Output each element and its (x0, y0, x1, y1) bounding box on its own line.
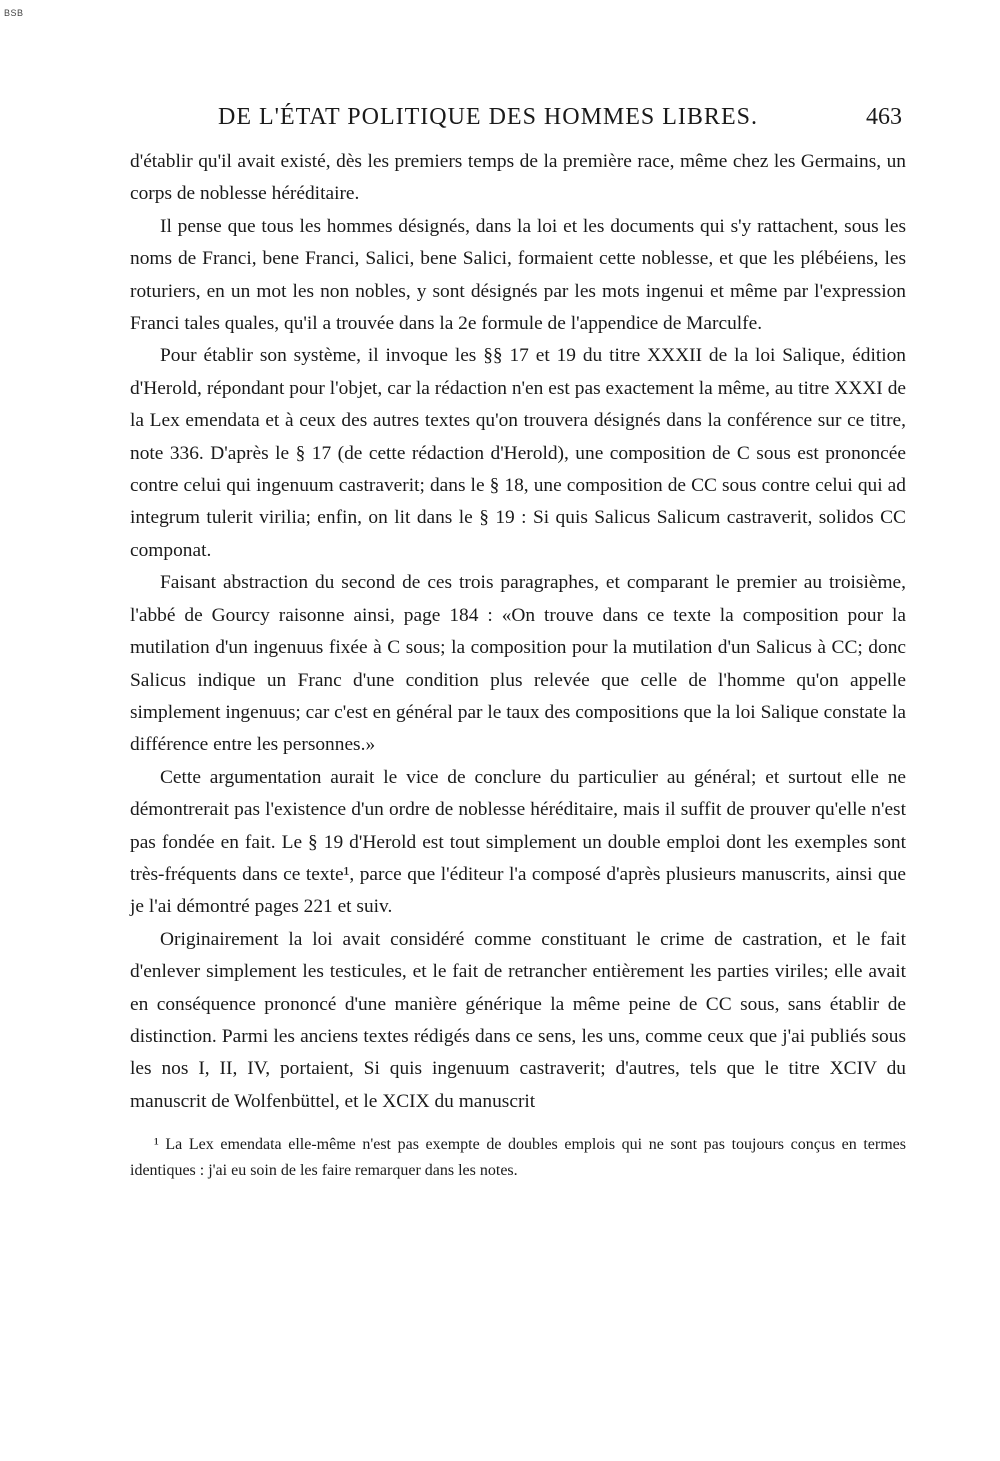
footnote: ¹ La Lex emendata elle-même n'est pas exempte de doubles emplois qui ne sont pas toujours conçus en termes identiques : j'ai eu soin de les faire remarquer dans les notes. (130, 1136, 906, 1180)
document-page (130, 104, 906, 1184)
running-title: DE L'ÉTAT POLITIQUE DES HOMMES LIBRES. (218, 104, 758, 130)
paragraph: Pour établir son système, il invoque les §§ 17 et 19 du titre XXXII de la loi Salique, édition d'Herold, répondant pour l'objet, car la rédaction n'en est pas exactement la même, au titre XXXI de la Lex emendata et à ceux des autres textes qu'on trouvera désignés dans la conférence sur ce titre, note 336. D'après le § 17 (de cette rédaction d'Herold), une composition de C sous est prononcée contre celui qui ingenuum castraverit; dans le § 18, une composition de CC sous contre celui qui ad integrum tulerit virilia; enfin, on lit dans le § 19 : Si quis Salicus Salicum castraverit, solidos CC componat. (130, 345, 906, 561)
page-number: 463 (866, 104, 902, 130)
paragraph: Originairement la loi avait considéré comme constituant le crime de castration, et le fait d'enlever simplement les testicules, et le fait de retrancher entièrement les parties viriles; elle avait en conséquence prononcé d'une manière générique la même peine de CC sous, sans établir de distinction. Parmi les anciens textes rédigés dans ce sens, les uns, comme ceux que j'ai publiés sous les nos I, II, IV, portaient, Si quis ingenuum castraverit; d'autres, tels que le titre XCIV du manuscrit de Wolfenbüttel, et le XCIX du manuscrit (130, 928, 906, 1112)
paragraph: Faisant abstraction du second de ces trois paragraphes, et comparant le premier au troisième, l'abbé de Gourcy raisonne ainsi, page 184 : «On trouve dans ce texte la composition pour la mutilation d'un ingenuus fixée à C sous; la composition pour la mutilation d'un Salicus à CC; donc Salicus indique un Franc d'une condition plus relevée que celle de l'homme qu'on appelle simplement ingenuus; car c'est en général par le taux des compositions que la loi Salique constate la différence entre les personnes.» (130, 572, 906, 756)
library-stamp: BSB (4, 8, 24, 18)
paragraph: Cette argumentation aurait le vice de conclure du particulier au général; et surtout elle ne démontrerait pas l'existence d'un ordre de noblesse héréditaire, mais il suffit de prouver qu'elle n'est pas fondée en fait. Le § 19 d'Herold est tout simplement un double emploi dont les exemples sont très-fréquents dans ce texte¹, parce que l'éditeur l'a composé d'après plusieurs manuscrits, ainsi que je l'ai démontré pages 221 et suiv. (130, 766, 906, 918)
body-text (130, 146, 906, 1118)
footnote-area (130, 1132, 906, 1184)
paragraph: Il pense que tous les hommes désignés, dans la loi et les documents qui s'y rattachent, sous les noms de Franci, bene Franci, Salici, bene Salici, formaient cette noblesse, et que les plébéiens, les roturiers, en un mot les non nobles, y sont désignés par les mots ingenui et même par l'expression Franci tales quales, qu'il a trouvée dans la 2e formule de l'appendice de Marculfe. (130, 215, 906, 335)
running-header (130, 104, 906, 136)
paragraph-continued: d'établir qu'il avait existé, dès les premiers temps de la première race, même chez les Germains, un corps de noblesse héréditaire. (130, 151, 906, 205)
